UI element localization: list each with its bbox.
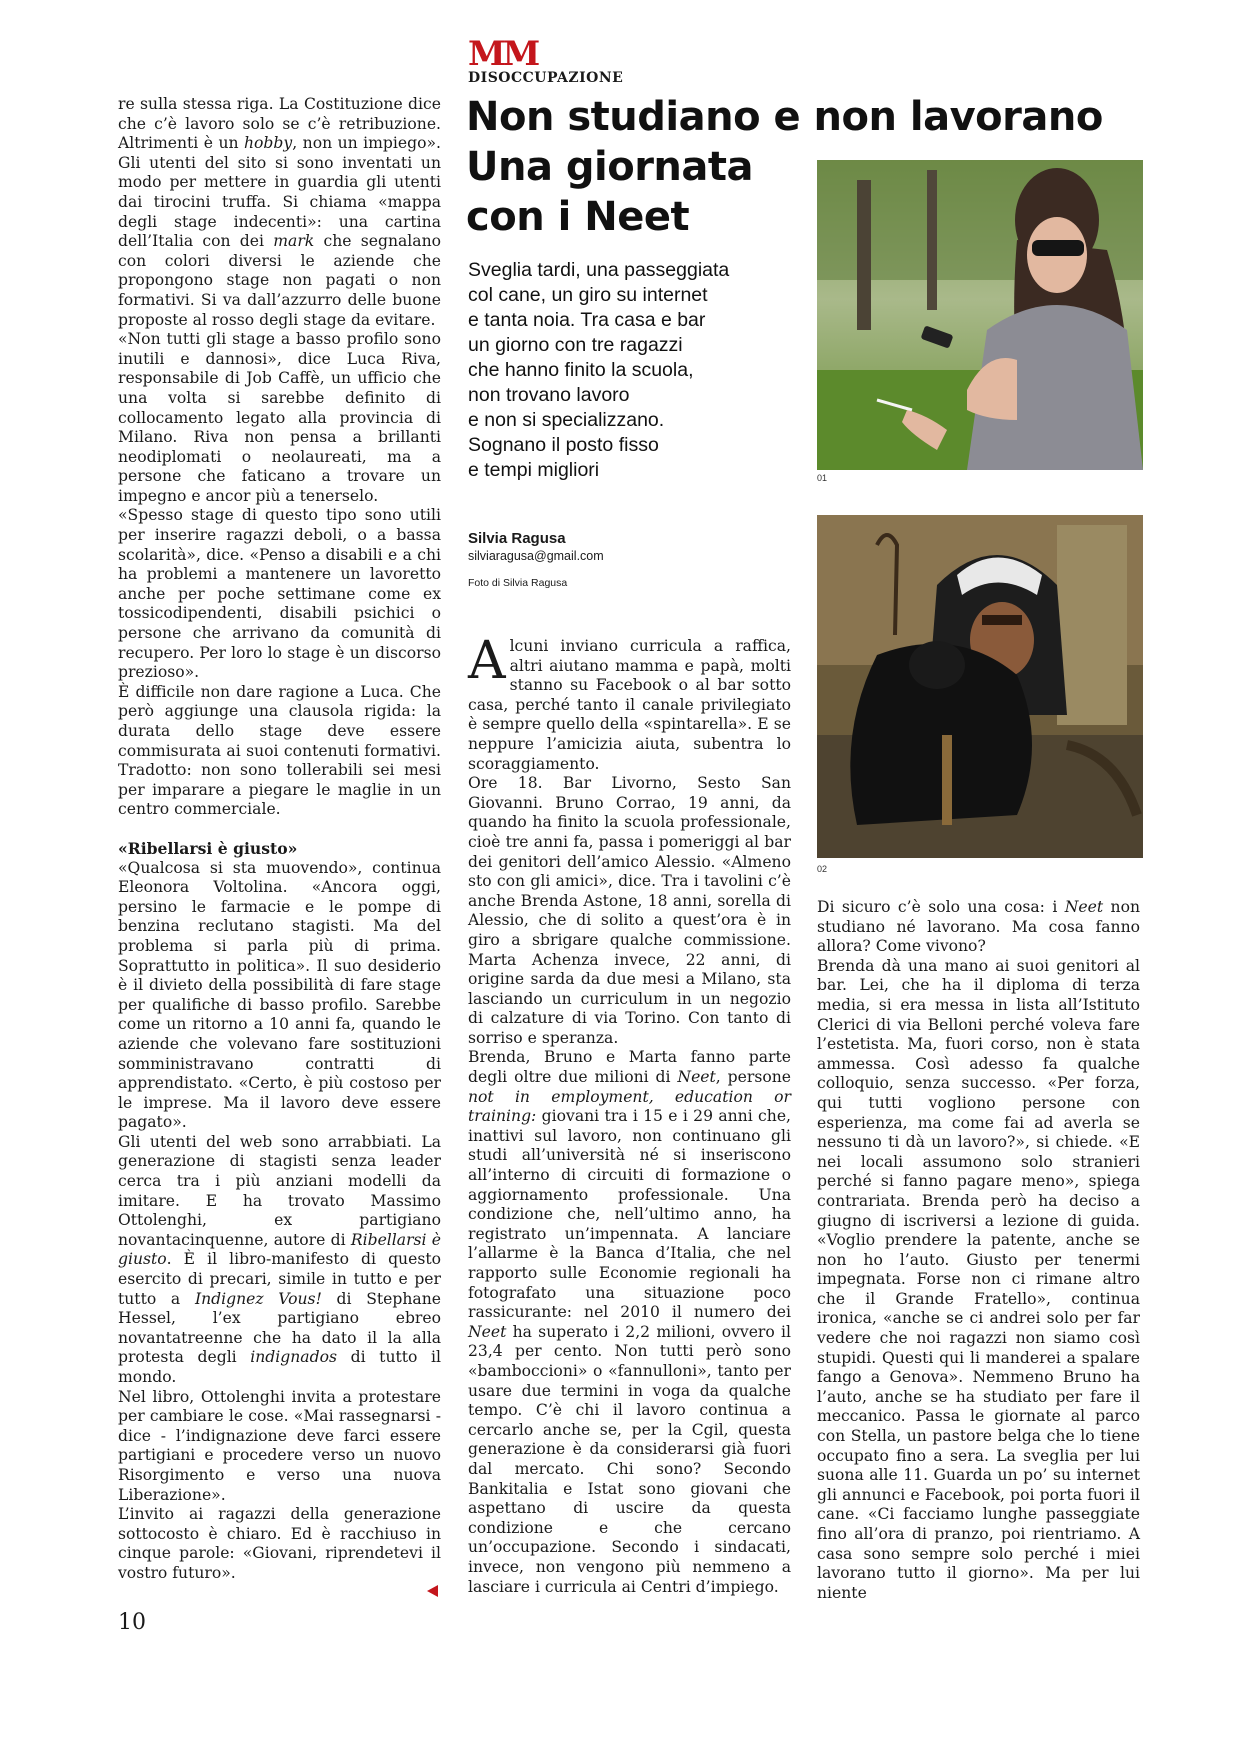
standfirst-line: un giorno con tre ragazzi (468, 334, 683, 356)
left-article-column (118, 95, 441, 1584)
photo-credit: Foto di Silvia Ragusa (468, 577, 568, 589)
left-paragraph: Nel libro, Ottolenghi invita a protestare per cambiare le cose. «Mai rassegnarsi - dice - l’indignazione deve farci essere partigiani e procedere verso un nuovo Risorgimento e verso una nuova Liberazione». (118, 1387, 441, 1504)
photo-caption-01: 01 (817, 473, 828, 483)
middle-paragraph: Brenda, Bruno e Marta fanno parte degli oltre due milioni di Neet, persone not in employment, education or training: giovani tra i 15 e i 29 anni che, inattivi sul lavoro, non continuano gli studi all’università né si inseriscono all’interno di circuiti di formazione o aggiornamento professionale. Una condizione che, nell’ultimo anno, ha registrato un’impennata. A lanciare l’allarme è la Banca d’Italia, che nel rapporto sulle Economie regionali ha fotografato una situazione poco rassicurante: nel 2010 il numero dei Neet ha superato i 2,2 milioni, ovvero il 23,4 per cento. Non tutti però sono «bamboccioni» o «fannulloni», tanto per usare due termini in voga da qualche tempo. C’è chi il lavoro continua a cercarlo anche se, per la Cgil, questa generazione è da considerarsi già fuori dal mercato. Chi sono? Secondo Bankitalia e Istat sono giovani che aspettano di uscire da questa condizione e che cercano un’occupazione. Secondo i sindacati, invece, non vengono più nemmeno a lasciare i curricula ai Centri d’impiego. (468, 1048, 791, 1596)
standfirst-line: Sognano il posto fisso (468, 434, 659, 456)
right-article-column (817, 898, 1140, 1603)
photo-woman-phone (817, 160, 1143, 470)
left-paragraph: re sulla stessa riga. La Costituzione dice che c’è lavoro solo se c’è retribuzione. Altrimenti è un hobby, non un impiego». Gli utenti del sito si sono inventati un modo per mettere in guardia gli utenti dai tirocini truffa. Si chiama «mappa degli stage indecenti»: una cartina dell’Italia con dei mark che segnalano con colori diversi le aziende che propongono stage non pagati o non formativi. Si va dall’azzurro delle buone proposte al rosso degli stage da evitare. (118, 95, 441, 329)
photo-caption-02: 02 (817, 864, 828, 874)
standfirst-line: e tanta noia. Tra casa e bar (468, 309, 706, 331)
standfirst (468, 258, 788, 483)
standfirst-line: e non si specializzano. (468, 409, 665, 431)
author-name: Silvia Ragusa (468, 530, 566, 547)
middle-paragraph: lcuni inviano curricula a raffica, altri aiutano mamma e papà, molti stanno su Facebook o al bar sotto casa, perché tanto il canale privilegiato è sempre quello della «spintarella». E se neppure l’amicizia aiuta, subentra lo scoraggiamento. (468, 637, 791, 773)
left-paragraph: L’invito ai ragazzi della generazione sottocosto è chiaro. Ed è racchiuso in cinque parole: «Giovani, riprendetevi il vostro futuro». (118, 1505, 441, 1582)
standfirst-line: e tempi migliori (468, 459, 600, 481)
author-email: silviaragusa@gmail.com (468, 549, 604, 563)
photo-woman-image (817, 160, 1143, 470)
right-paragraph: Brenda dà una mano ai suoi genitori al bar. Lei, che ha il diploma di terza media, si era messa in lista all’Istituto Clerici di via Belloni perché voleva fare l’estetista. Ma, fuori corso, non è stata ammessa. Così adesso fa qualche colloquio, senza successo. «Per forza, qui tutti vogliono persone con esperienza, ma come fai ad averla se nessuno ti dà un lavoro?», si chiede. «E nei locali assumono solo stranieri perché si fanno pagare meno», spiega contrariata. Brenda però ha deciso a giugno di iscriversi a lezione di guida. «Voglio prendere la patente, anche se non ho l’auto. Giusto per tenermi impegnata. Forse non ci rimane altro che il Grande Fratello», continua ironica, «anche se ci andrei solo per far vedere che noi ragazzi non siamo così stupidi. Questi qui li manderei a spalare fango a Genova». Nemmeno Bruno ha l’auto, anche se ha studiato per fare il meccanico. Passa le giornate al parco con Stella, un pastore belga che lo tiene occupato fino a sera. La sveglia per lui suona alle 11. Guarda un po’ su internet gli annunci e Facebook, poi porta fuori il cane. «Ci facciamo lunghe passeggiate fino all’ora di pranzo, poi rientriamo. A casa sono sempre solo perché i miei lavorano tutto il giorno». Ma per lui niente (817, 956, 1140, 1602)
standfirst-line: che hanno finito la scuola, (468, 359, 694, 381)
masthead (468, 34, 624, 86)
headline-line-2: Una giornata (466, 144, 754, 190)
middle-article-column (468, 631, 791, 1597)
section-label: DISOCCUPAZIONE (468, 70, 624, 86)
headline-line-3: con i Neet (466, 194, 690, 240)
standfirst-line: Sveglia tardi, una passeggiata (468, 259, 730, 281)
left-paragraph: «Non tutti gli stage a basso profilo sono inutili e dannosi», dice Luca Riva, responsabile di Job Caffè, un ufficio che una volta si sarebbe definito di collocamento legato alla provincia di Milano. Riva non pensa a brillanti neodiplomati o neolaureati, ma a persone che faticano a trovare un impegno e ancor più a tenerselo. (118, 330, 441, 505)
standfirst-line: non trovano lavoro (468, 384, 630, 406)
byline (468, 530, 798, 589)
page-number: 10 (118, 1610, 146, 1635)
headline-line-1: Non studiano e non lavorano (466, 94, 1103, 140)
left-paragraph: «Spesso stage di questo tipo sono utili per inserire ragazzi deboli, o a bassa scolarità», dice. «Penso a disabili e a chi ha problemi a mantenere un lavoretto anche per poche settimane come ex tossicodipendenti, disabili psichici o persone che arrivano da comunità di recupero. Per loro lo stage è un discorso prezioso». (118, 506, 441, 682)
right-paragraph: Di sicuro c’è solo una cosa: i Neet non studiano né lavorano. Ma cosa fanno allora? Come vivono? (817, 898, 1140, 956)
photo-boy-dog (817, 515, 1143, 858)
end-of-article-marker (427, 1585, 438, 1597)
subheading: «Ribellarsi è giusto» (118, 838, 298, 858)
magazine-logo: MM (468, 34, 538, 74)
drop-cap: A (468, 631, 506, 691)
photo-boy-dog-image (817, 515, 1143, 858)
left-paragraph: Gli utenti del web sono arrabbiati. La generazione di stagisti senza leader cerca tra i più anziani modelli da imitare. E ha trovato Massimo Ottolenghi, ex partigiano novantacinquenne, autore di Ribellarsi è giusto. È il libro-manifesto di questo esercito di precari, simile in tutto e per tutto a Indignez Vous! di Stephane Hessel, l’ex partigiano ebreo novantatreenne che ha dato il la alla protesta degli indignados di tutto il mondo. (118, 1132, 441, 1386)
middle-paragraph: Ore 18. Bar Livorno, Sesto San Giovanni. Bruno Corrao, 19 anni, da quando ha finito la scuola professionale, cioè tre anni fa, passa i pomeriggi al bar dei genitori dell’amico Alessio. «Almeno sto con gli amici», dice. Tra i tavolini c’è anche Brenda Astone, 18 anni, sorella di Alessio, che di solito a quest’ora è in giro a sbrigare qualche commissione. Marta Achenza invece, 22 anni, di origine sarda da due mesi a Milano, sta lasciando un curriculum in un negozio di calzature di via Torino. Con tanto di sorriso e speranza. (468, 774, 791, 1047)
standfirst-line: col cane, un giro su internet (468, 284, 708, 306)
left-paragraph: «Qualcosa si sta muovendo», continua Eleonora Voltolina. «Ancora oggi, persino le farmacie e le pompe di benzina reclutano stagisti. Ma del problema si parla più di prima. Soprattutto in politica». Il suo desiderio è il divieto della possibilità di fare stage per qualifiche di basso profilo. Sarebbe come un ritorno a 10 anni fa, quando le aziende che volevano fare sostituzioni somministravano contratti di apprendistato. «Certo, è più costoso per le imprese. Ma il lavoro deve essere pagato». (118, 858, 441, 1132)
left-paragraph: È difficile non dare ragione a Luca. Che però aggiunge una clausola rigida: la durata dello stage deve essere commisurata ai suoi contenuti formativi. Tradotto: non sono tollerabili sei mesi per imparare a piegare le maglie in un centro commerciale. (118, 682, 441, 819)
